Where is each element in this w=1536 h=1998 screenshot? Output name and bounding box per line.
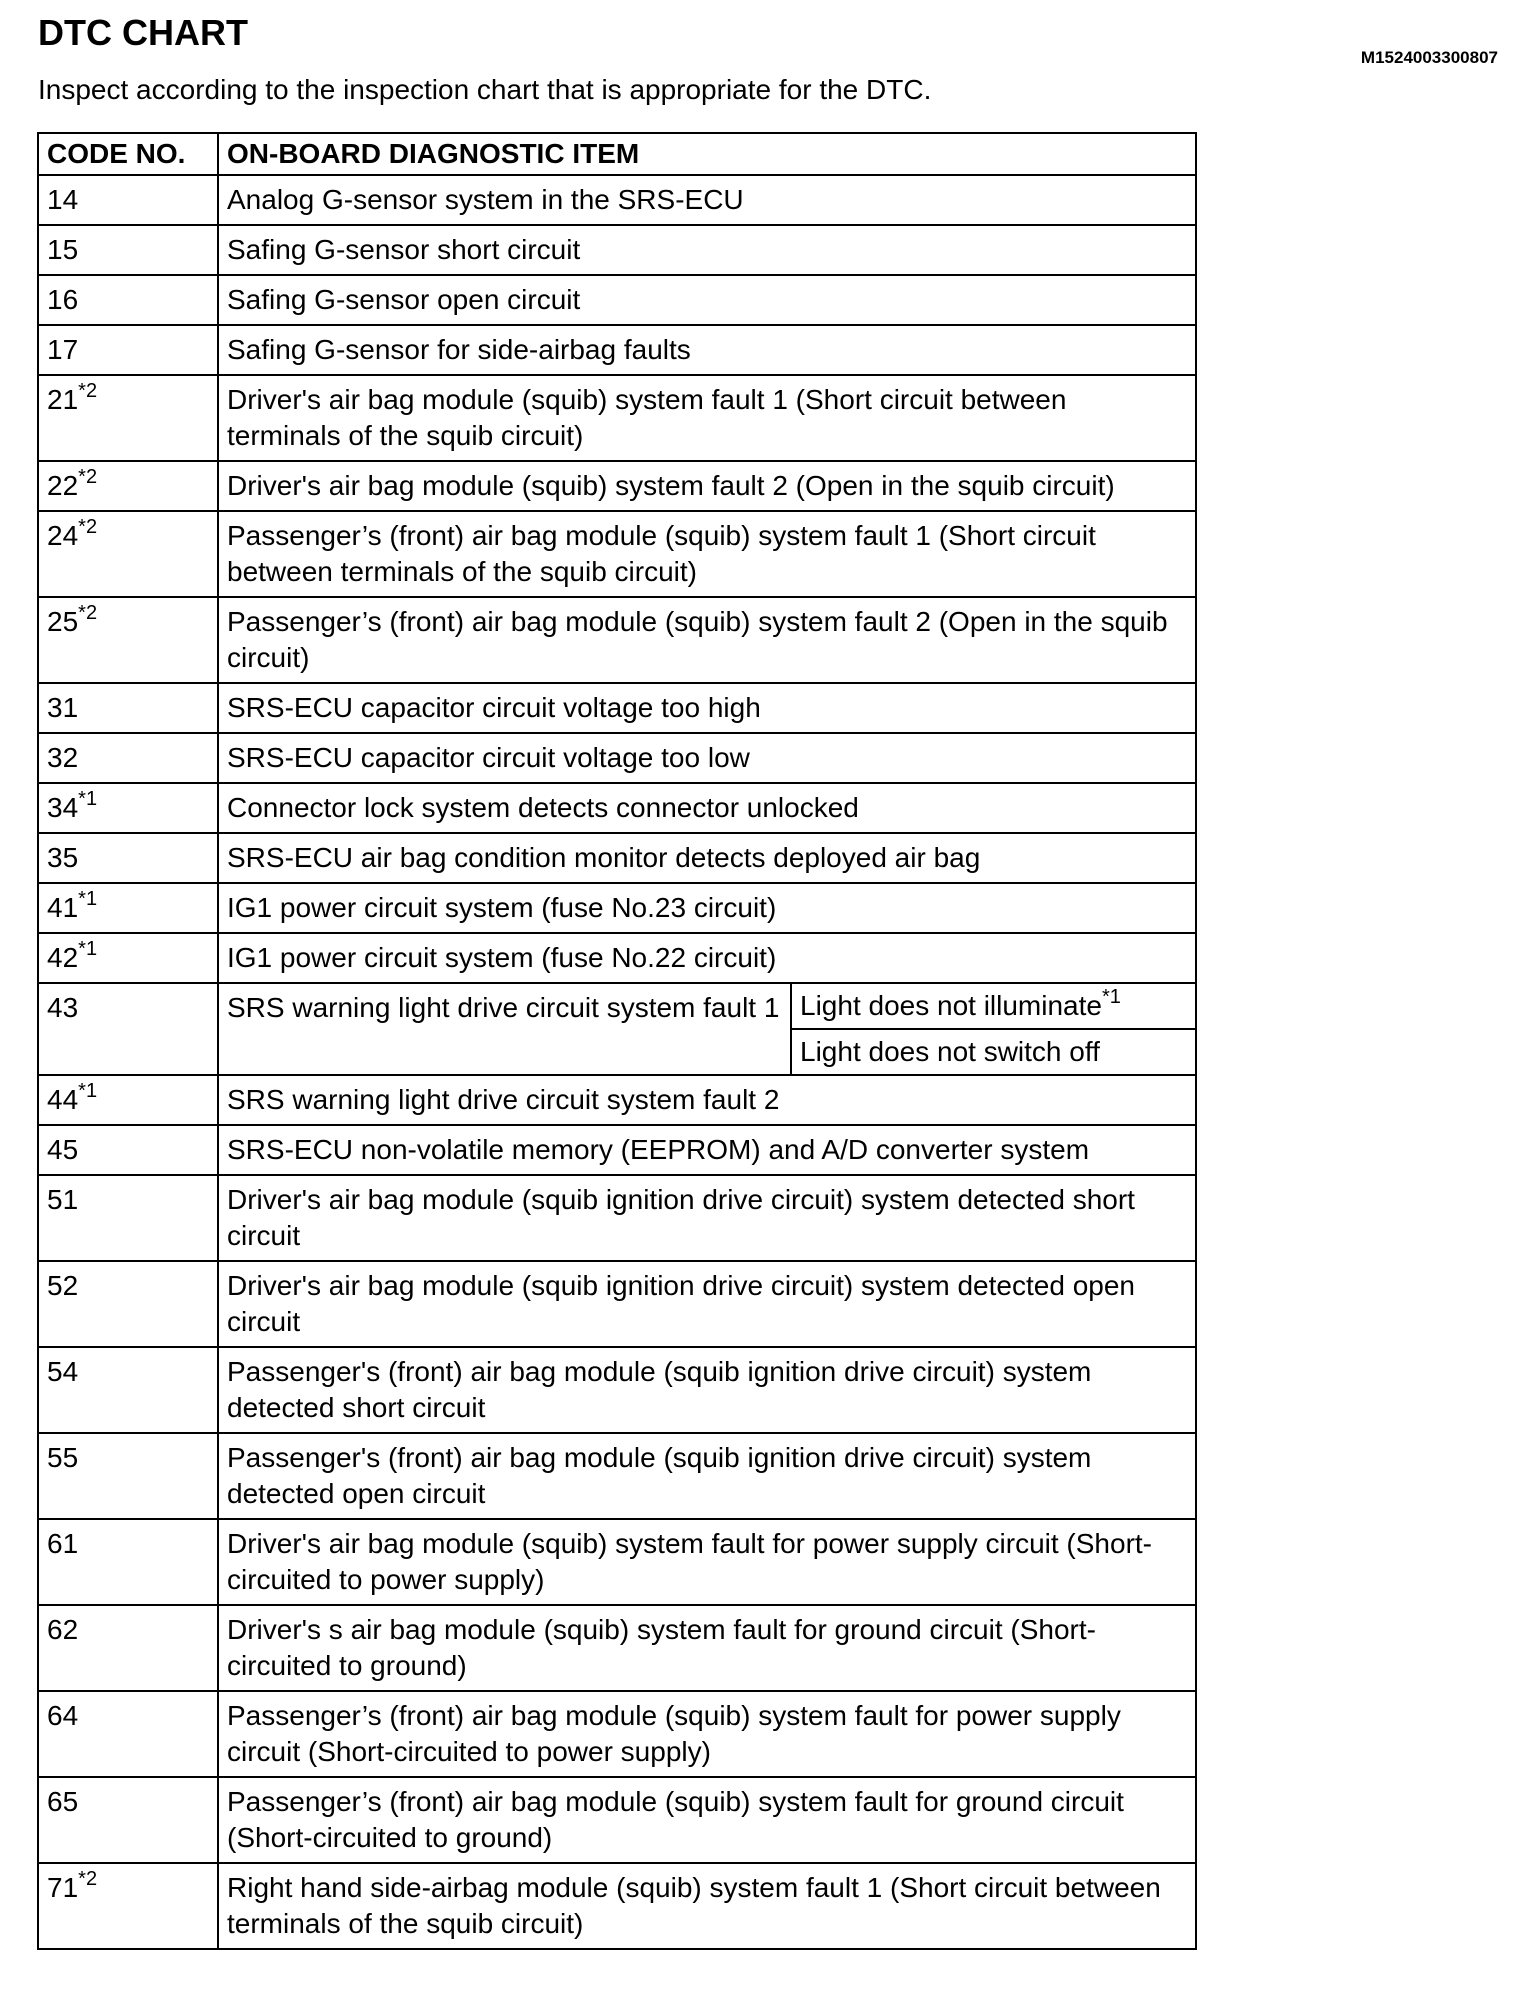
sub-condition-text: Light does not illuminate xyxy=(800,990,1102,1021)
table-row xyxy=(38,175,1196,225)
dtc-diagnostic-item: Safing G-sensor for side-airbag faults xyxy=(218,325,1196,375)
dtc-code-number: 14 xyxy=(47,184,79,215)
dtc-code xyxy=(38,733,218,783)
dtc-diagnostic-item: Driver's air bag module (squib ignition drive circuit) system detected open circuit xyxy=(218,1261,1196,1347)
dtc-code xyxy=(38,225,218,275)
dtc-diagnostic-item: Right hand side-airbag module (squib) system fault 1 (Short circuit between terminals of the squib circuit) xyxy=(218,1863,1196,1949)
dtc-code-number: 41 xyxy=(47,892,79,923)
dtc-diagnostic-item: Safing G-sensor open circuit xyxy=(218,275,1196,325)
dtc-code xyxy=(38,1261,218,1347)
table-row xyxy=(38,1347,1196,1433)
dtc-diagnostic-item: Driver's s air bag module (squib) system fault for ground circuit (Short-circuited to ground) xyxy=(218,1605,1196,1691)
dtc-code-number: 71 xyxy=(47,1872,79,1903)
dtc-diagnostic-item: SRS warning light drive circuit system fault 2 xyxy=(218,1075,1196,1125)
dtc-code-number: 51 xyxy=(47,1184,79,1215)
page-title: DTC CHART xyxy=(38,12,248,53)
table-row xyxy=(38,1433,1196,1519)
dtc-code xyxy=(38,883,218,933)
dtc-sub-condition: Light does not switch off xyxy=(791,1029,1196,1075)
dtc-code xyxy=(38,275,218,325)
table-row xyxy=(38,275,1196,325)
dtc-code-number: 44 xyxy=(47,1084,79,1115)
table-row xyxy=(38,1863,1196,1949)
table-row xyxy=(38,461,1196,511)
footnote-mark: *2 xyxy=(78,1867,98,1890)
table-row xyxy=(38,325,1196,375)
dtc-code xyxy=(38,1777,218,1863)
table-row xyxy=(38,1605,1196,1691)
dtc-diagnostic-item: SRS-ECU air bag condition monitor detects deployed air bag xyxy=(218,833,1196,883)
table-row xyxy=(38,1075,1196,1125)
dtc-code-number: 22 xyxy=(47,470,79,501)
dtc-code-number: 64 xyxy=(47,1700,79,1731)
table-row xyxy=(38,375,1196,461)
table-row xyxy=(38,783,1196,833)
dtc-code xyxy=(38,1075,218,1125)
table-header-row xyxy=(38,133,1196,175)
table-row xyxy=(38,1777,1196,1863)
dtc-code-number: 65 xyxy=(47,1786,79,1817)
table-row xyxy=(38,883,1196,933)
dtc-code xyxy=(38,1519,218,1605)
dtc-code xyxy=(38,933,218,983)
table-row xyxy=(38,1261,1196,1347)
dtc-diagnostic-item: IG1 power circuit system (fuse No.23 circuit) xyxy=(218,883,1196,933)
dtc-diagnostic-item: Passenger’s (front) air bag module (squib) system fault 2 (Open in the squib circuit) xyxy=(218,597,1196,683)
table-row xyxy=(38,1519,1196,1605)
dtc-diagnostic-item: SRS-ECU capacitor circuit voltage too high xyxy=(218,683,1196,733)
dtc-diagnostic-item: Connector lock system detects connector unlocked xyxy=(218,783,1196,833)
dtc-sub-condition xyxy=(791,983,1196,1029)
dtc-diagnostic-item: SRS-ECU non-volatile memory (EEPROM) and A/D converter system xyxy=(218,1125,1196,1175)
table-row xyxy=(38,683,1196,733)
footnote-mark: *1 xyxy=(78,937,98,960)
dtc-code xyxy=(38,1347,218,1433)
dtc-diagnostic-item: SRS warning light drive circuit system fault 1 xyxy=(218,983,791,1075)
table-row xyxy=(38,225,1196,275)
footnote-mark: *1 xyxy=(78,787,98,810)
dtc-table xyxy=(37,132,1197,1950)
dtc-code-number: 45 xyxy=(47,1134,79,1165)
dtc-code-number: 25 xyxy=(47,606,79,637)
footnote-mark: *2 xyxy=(78,515,98,538)
dtc-code-number: 62 xyxy=(47,1614,79,1645)
dtc-code-number: 32 xyxy=(47,742,79,773)
dtc-code-number: 21 xyxy=(47,384,79,415)
header-diagnostic-item: ON-BOARD DIAGNOSTIC ITEM xyxy=(218,133,1196,175)
dtc-diagnostic-item: Driver's air bag module (squib) system fault 2 (Open in the squib circuit) xyxy=(218,461,1196,511)
dtc-diagnostic-item: Driver's air bag module (squib) system fault for power supply circuit (Short-circuited to power supply) xyxy=(218,1519,1196,1605)
dtc-code-number: 42 xyxy=(47,942,79,973)
table-row xyxy=(38,1125,1196,1175)
table-row xyxy=(38,511,1196,597)
dtc-diagnostic-item: Driver's air bag module (squib ignition drive circuit) system detected short circuit xyxy=(218,1175,1196,1261)
table-row xyxy=(38,597,1196,683)
dtc-code-number: 34 xyxy=(47,792,79,823)
dtc-diagnostic-item: Passenger’s (front) air bag module (squib) system fault for power supply circuit (Short-circuited to power supply) xyxy=(218,1691,1196,1777)
dtc-diagnostic-item: Passenger's (front) air bag module (squib ignition drive circuit) system detected short circuit xyxy=(218,1347,1196,1433)
table-row xyxy=(38,1175,1196,1261)
footnote-mark: *1 xyxy=(78,1079,98,1102)
dtc-code-number: 55 xyxy=(47,1442,79,1473)
footnote-mark: *2 xyxy=(78,601,98,624)
footnote-mark: *2 xyxy=(78,465,98,488)
dtc-code-number: 16 xyxy=(47,284,79,315)
dtc-diagnostic-item: SRS-ECU capacitor circuit voltage too low xyxy=(218,733,1196,783)
footnote-mark: *2 xyxy=(78,379,98,402)
dtc-code-number: 61 xyxy=(47,1528,79,1559)
dtc-code-number: 31 xyxy=(47,692,79,723)
table-row xyxy=(38,833,1196,883)
dtc-code xyxy=(38,511,218,597)
dtc-code xyxy=(38,1605,218,1691)
dtc-code xyxy=(38,1175,218,1261)
dtc-diagnostic-item: IG1 power circuit system (fuse No.22 circuit) xyxy=(218,933,1196,983)
dtc-code xyxy=(38,375,218,461)
table-row xyxy=(38,1691,1196,1777)
dtc-diagnostic-item: Safing G-sensor short circuit xyxy=(218,225,1196,275)
dtc-diagnostic-item: Driver's air bag module (squib) system fault 1 (Short circuit between terminals of the squib circuit) xyxy=(218,375,1196,461)
dtc-diagnostic-item: Passenger’s (front) air bag module (squib) system fault for ground circuit (Short-circuited to ground) xyxy=(218,1777,1196,1863)
dtc-code: 43 xyxy=(38,983,218,1075)
dtc-code xyxy=(38,597,218,683)
dtc-code xyxy=(38,783,218,833)
dtc-code xyxy=(38,1125,218,1175)
dtc-code-number: 35 xyxy=(47,842,79,873)
table-row xyxy=(38,733,1196,783)
header-code-no: CODE NO. xyxy=(38,133,218,175)
dtc-code-number: 54 xyxy=(47,1356,79,1387)
dtc-code xyxy=(38,833,218,883)
footnote-mark: *1 xyxy=(1101,985,1121,1008)
dtc-code xyxy=(38,683,218,733)
dtc-code xyxy=(38,1691,218,1777)
dtc-code xyxy=(38,1433,218,1519)
dtc-diagnostic-item: Analog G-sensor system in the SRS-ECU xyxy=(218,175,1196,225)
dtc-code xyxy=(38,1863,218,1949)
document-id: M1524003300807 xyxy=(1360,48,1498,67)
table-row xyxy=(38,983,1196,1029)
footnote-mark: *1 xyxy=(78,887,98,910)
dtc-diagnostic-item: Passenger’s (front) air bag module (squib) system fault 1 (Short circuit between terminals of the squib circuit) xyxy=(218,511,1196,597)
intro-text: Inspect according to the inspection chart that is appropriate for the DTC. xyxy=(38,74,932,105)
dtc-code-number: 24 xyxy=(47,520,79,551)
dtc-code xyxy=(38,175,218,225)
table-row xyxy=(38,933,1196,983)
dtc-code-number: 17 xyxy=(47,334,79,365)
dtc-code-number: 15 xyxy=(47,234,79,265)
dtc-code-number: 52 xyxy=(47,1270,79,1301)
dtc-diagnostic-item: Passenger's (front) air bag module (squib ignition drive circuit) system detected open circuit xyxy=(218,1433,1196,1519)
dtc-code xyxy=(38,325,218,375)
dtc-code xyxy=(38,461,218,511)
